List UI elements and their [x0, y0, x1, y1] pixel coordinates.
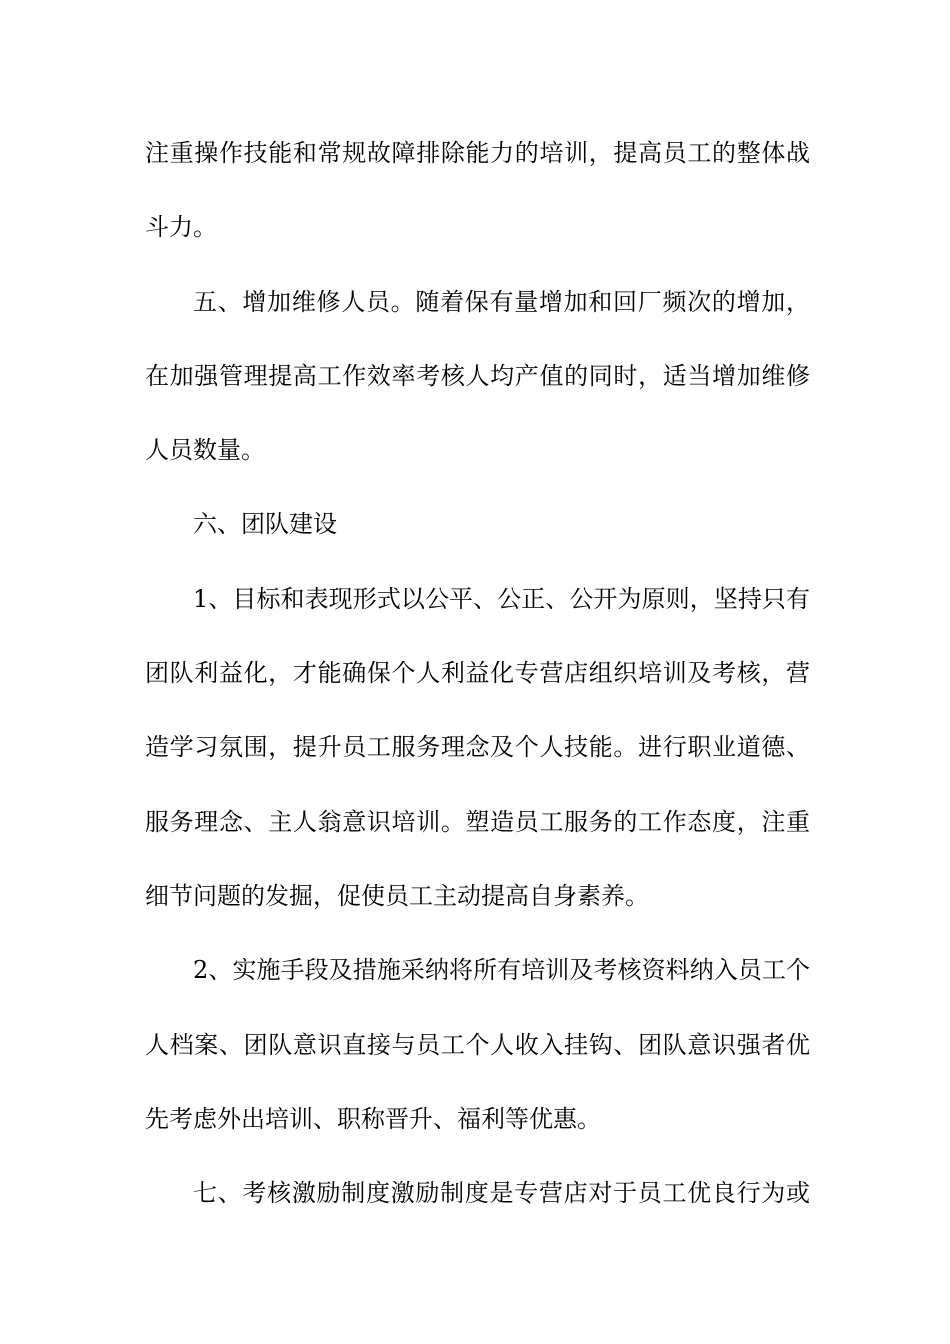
- text-line: 1、目标和表现形式以公平、公正、公开为原则，坚持只有: [193, 584, 810, 613]
- text-line: 造学习氛围，提升员工服务理念及个人技能。进行职业道德、: [145, 733, 810, 762]
- text-line: 服务理念、主人翁意识培训。塑造员工服务的工作态度，注重: [145, 807, 810, 836]
- section-heading: 六、团队建设: [193, 510, 337, 539]
- text-line: 人员数量。: [145, 436, 265, 465]
- text-line: 在加强管理提高工作效率考核人均产值的同时，适当增加维修: [145, 361, 810, 390]
- text-line: 注重操作技能和常规故障排除能力的培训，提高员工的整体战: [145, 139, 810, 167]
- text-line: 团队利益化，才能确保个人利益化专营店组织培训及考核，营: [145, 659, 810, 688]
- text-line: 细节问题的发掘，促使员工主动提高自身素养。: [145, 881, 649, 910]
- text-line: 2、实施手段及措施采纳将所有培训及考核资料纳入员工个: [193, 956, 810, 985]
- body-text: [145, 133, 810, 1247]
- text-line: 先考虑外出培训、职称晋升、福利等优惠。: [145, 1104, 601, 1133]
- text-line: 七、考核激励制度激励制度是专营店对于员工优良行为或: [193, 1179, 810, 1208]
- text-line: 人档案、团队意识直接与员工个人收入挂钩、团队意识强者优: [145, 1030, 810, 1059]
- text-line: 五、增加维修人员。随着保有量增加和回厂频次的增加，: [193, 287, 810, 316]
- text-line: 斗力。: [145, 213, 217, 242]
